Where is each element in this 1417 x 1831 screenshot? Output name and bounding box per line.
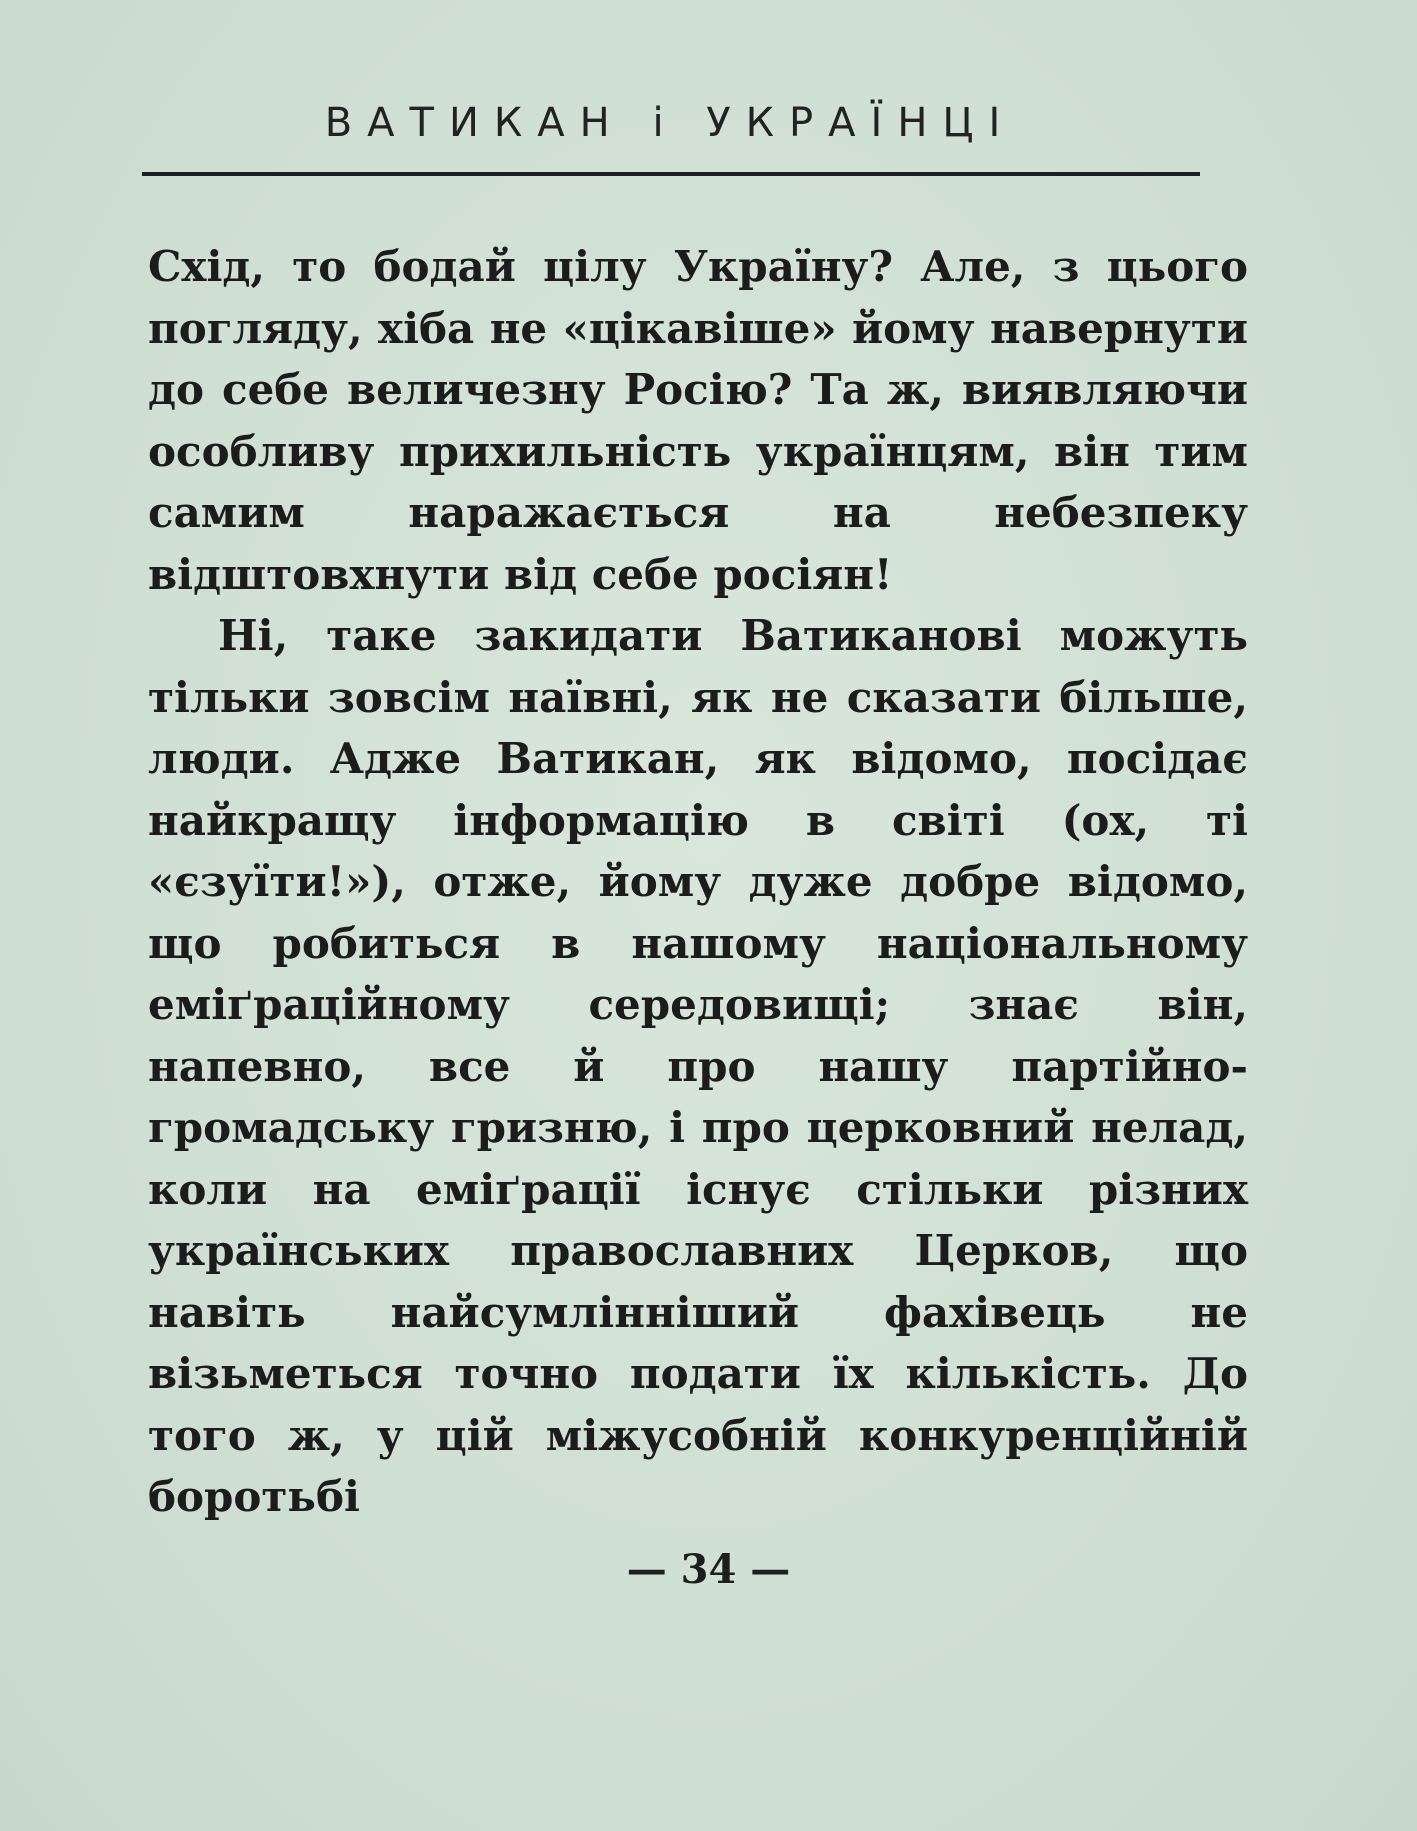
running-head: ВАТИКАН і УКРАЇНЦІ bbox=[324, 100, 1016, 146]
page-number: — 34 — bbox=[626, 1546, 791, 1593]
paragraph-1: Схід, то бодай цілу Україну? Але, з цього погляду, хіба не «цікавіше» йому навернути до себе величезну Росію? Та ж, виявляючи особливу прихильність українцям, він тим самим наражається на небезпеку відштовхнути від себе росіян! bbox=[148, 242, 1248, 599]
header-rule bbox=[142, 172, 1200, 176]
body-text bbox=[148, 236, 1248, 1528]
paragraph-2: Ні, таке закидати Ватиканові можуть тільки зовсім наївні, як не сказати більше, люди. Адже Ватикан, як відомо, посідає найкращу інформацію в світі (ох, ті «єзуїти!»), отже, йому дуже добре відомо, що робиться в нашому національному еміґраційному середовищі; знає він, напевно, все й про нашу партійно-громадську гризню, і про церковний нелад, коли на еміґрації існує стільки різних українських православних Церков, що навіть найсумлінніший фахівець не візьметься точно подати їх кількість. До того ж, у цій міжусобній конкуренційній боротьбі bbox=[148, 611, 1248, 1521]
